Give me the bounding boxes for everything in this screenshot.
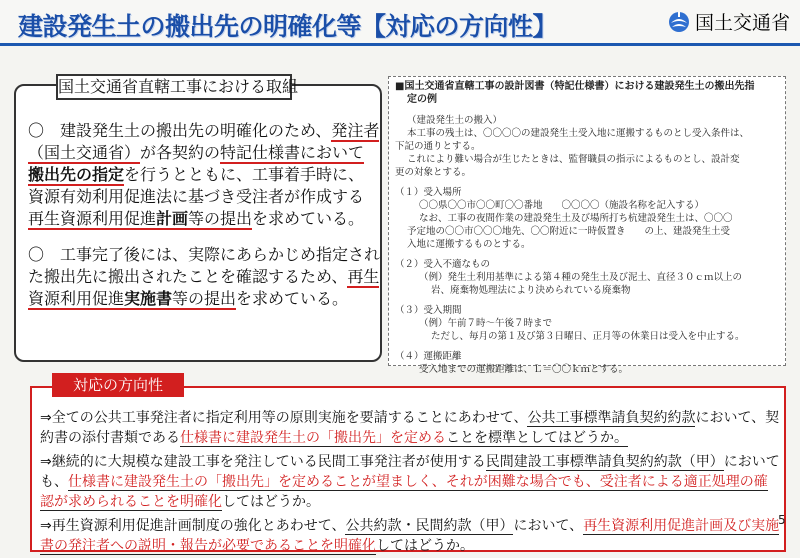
underlined-text: 公共約款・民間約款（甲） [345,518,514,534]
mlit-initiatives-heading: 国土交通省直轄工事における取組 [56,74,292,100]
spec-line: （例）発生土利用基準による第４種の発生土及び泥土、直径３０ｃｍ以上の [419,272,743,283]
spec-line: これにより難い場合が生じたときは、監督職員の指示によるものとし、設計変 [407,154,740,165]
mlit-initiatives-content [28,120,380,324]
response-item-3 [40,516,780,556]
spec-line: 〇〇県〇〇市〇〇町〇〇番地 〇〇〇〇（施設名称を記入する） [419,200,705,211]
text-span: が各契約の [140,143,221,162]
spec-heading-line: 定の例 [407,94,437,105]
text-span: してはどうか。 [376,538,474,554]
underlined-text: 再生資源利用促進 [28,267,380,308]
spec-line: ただし、毎月の第１及び第３日曜日、正月等の休業日は受入を中止する。 [431,331,745,342]
spec-line: 本工事の残土は、〇〇〇〇の建設発生土受入地に運搬するものとし受入条件は、 [407,128,750,139]
response-direction-label: 対応の方向性 [52,373,184,397]
spec-heading-line: ■国土交通省直轄工事の設計図書（特記仕様書）における建設発生土の搬出先指 [395,81,755,92]
spec-line: 下記の通りとする。 [395,141,481,152]
emphasis-text: 実施書 [124,289,173,308]
text-span: においても、 [40,454,780,490]
spec-line: 受入地までの運搬距離は、Ｌ＝〇〇ｋｍとする。 [419,364,629,375]
page-number: 5 [778,513,786,527]
underlined-text: 等の提出 [172,289,237,308]
spec-line: 予定地の〇〇市〇〇〇地先、〇〇附近に一時仮置き の上、建設発生土受 [407,226,731,237]
spec-line: （例）午前７時～午後７時まで [419,318,553,329]
text-span: ⇒継続的に大規模な建設工事を発注している民間工事発注者が使用する [40,454,486,470]
highlighted-text: 再生資源利用促進計画及び実施書の発注者への説明・報告が必要であることを明確化 [40,518,780,554]
initiative-paragraph-1 [28,120,380,230]
spec-line: 入地に運搬するものとする。 [407,239,531,250]
emphasis-text: 搬出先の指定 [28,165,125,184]
underlined-text: 公共工事標準請負契約約款 [527,410,696,426]
highlighted-text: 仕様書に建設発生土の「搬出先」を定める [180,430,446,446]
response-direction-box [30,386,786,552]
response-item-1 [40,408,780,448]
spec-line: 岩、廃棄物処理法により決められている廃棄物 [431,285,631,296]
page-title: 建設発生土の搬出先の明確化等【対応の方向性】 [18,12,558,41]
text-span: を求めている。 [236,289,349,308]
spec-example-panel [388,76,786,375]
title-bar [0,0,800,46]
underlined-text: 発注者（国土交通省） [28,121,380,162]
spec-line: 更の対象とする。 [395,167,472,178]
underlined-text: 等の提出 [188,209,253,228]
text-span: ⇒再生資源利用促進計画制度の強化とあわせて、 [40,518,346,534]
highlighted-text: 仕様書に建設発生土の「搬出先」を定めることが望ましく、それが困難な場合でも、受注者による適正処理の確認が求められることを明確化 [40,474,768,510]
response-item-2 [40,452,780,512]
text-span: 〇 工事完了後には、実際にあらかじめ指定された搬出先に搬出されたことを確認するため、 [28,245,381,286]
spec-line: （２）受入不適なもの [395,259,491,270]
text-span: において、 [513,518,584,534]
mlit-initiatives-box [14,77,382,362]
spec-line: （３）受入期間 [395,305,462,316]
spec-line: （４）運搬距離 [395,351,462,362]
text-span: を求めている。 [252,209,365,228]
text-span: を行うとともに、工事着手時に、資源有効利用促進法に基づき受注者が作成する [28,165,365,206]
ministry-name: 国土交通省 [694,12,790,34]
spec-line: なお、工事の夜間作業の建設発生土及び場所打ち杭建設発生土は、〇〇〇 [419,213,733,224]
underlined-text: 再生資源利用促進 [28,209,157,228]
spec-line: （建設発生土の搬入） [407,115,503,126]
ministry-logo [667,8,790,35]
underlined-text: ことを標準としてはどうか。 [446,430,628,446]
text-span: してはどうか。 [222,494,320,510]
initiative-paragraph-2 [28,244,380,310]
spec-heading [395,80,779,106]
response-direction-content [40,408,780,558]
spec-line: （１）受入場所 [395,187,462,198]
underlined-text: 特記仕様書において [220,143,365,162]
mlit-logo-icon [667,9,691,35]
emphasis-text: 計画 [156,209,189,228]
text-span: ⇒全ての公共工事発注者に指定利用等の原則実施を要請することにあわせて、 [40,410,528,426]
underlined-text: 民間建設工事標準請負契約約款（甲） [485,454,724,470]
text-span: において、契約書の添付書類である [40,410,780,446]
text-span: 〇 建設発生土の搬出先の明確化のため、 [28,121,332,140]
